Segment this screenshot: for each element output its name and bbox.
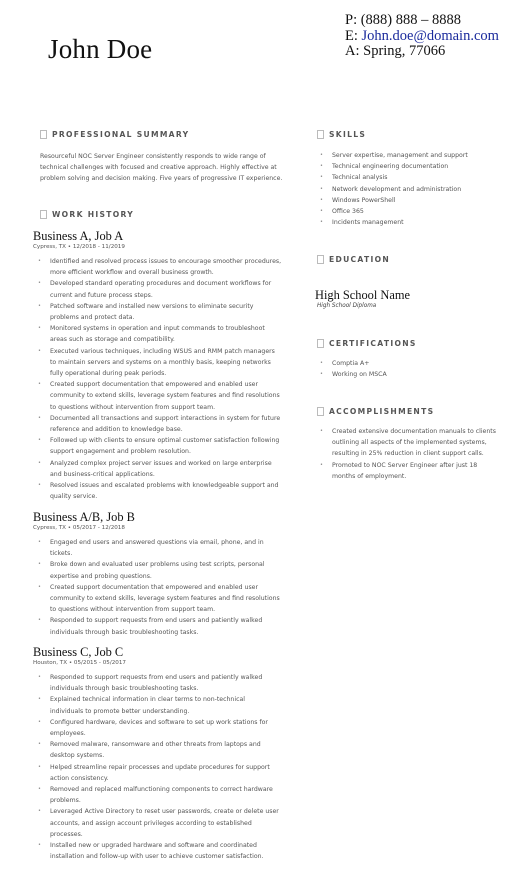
bullet-line: Created extensive documentation manuals to clients bbox=[332, 428, 496, 435]
accomplishments-heading-text: ACCOMPLISHMENTS bbox=[329, 407, 435, 416]
bullet-line: Identified and resolved process issues to encourage smoother procedures, bbox=[50, 258, 282, 265]
bullet-line: Documented all transactions and support interactions in system for future bbox=[50, 414, 281, 422]
list-item: • Office 365 bbox=[315, 206, 500, 217]
bullet-line: Configured hardware, devices and software to set up work stations for bbox=[50, 718, 268, 726]
list-item bbox=[33, 615, 285, 637]
job-bullets bbox=[33, 672, 285, 862]
email-link[interactable]: John.doe@domain.com bbox=[361, 27, 499, 44]
job-entry bbox=[33, 645, 285, 862]
list-item bbox=[33, 537, 285, 559]
list-item: • Technical engineering documentation bbox=[315, 161, 500, 172]
summary-line: Resourceful NOC Server Engineer consistently responds to wide range of bbox=[40, 153, 266, 160]
accomplishments-list bbox=[315, 426, 500, 482]
bullet-line: Responded to support requests from end users and patiently walked bbox=[50, 674, 263, 681]
bullet-line: to maintain servers and systems on a monthly basis, keeping networks bbox=[50, 358, 271, 366]
summary-line: problem solving and decision making. Five years of progressive IT experience. bbox=[40, 175, 283, 182]
list-item bbox=[33, 559, 285, 581]
bullet-line: Installed new or upgraded hardware and software and coordinated bbox=[50, 842, 257, 850]
bullet-line: expertise and probing questions. bbox=[50, 572, 152, 580]
bullet-line: Removed and replaced malfunctioning components to correct hardware bbox=[50, 786, 273, 794]
bullet-line: Responded to support requests from end users and patiently walked bbox=[50, 617, 263, 625]
summary-heading bbox=[40, 130, 189, 139]
job-entry bbox=[33, 229, 285, 502]
work-history-heading bbox=[40, 210, 134, 219]
list-item bbox=[33, 480, 285, 502]
email-prefix: E: bbox=[345, 27, 362, 44]
bullet-line: installation and follow-up with user to achieve customer satisfaction. bbox=[50, 853, 264, 861]
skills-list bbox=[315, 150, 500, 228]
bullet-line: Broke down and evaluated user problems using test scripts, personal bbox=[50, 561, 265, 569]
candidate-name: John Doe bbox=[48, 34, 153, 64]
list-item bbox=[33, 278, 285, 300]
bullet-line: to questions without intervention from support team. bbox=[50, 403, 216, 411]
bullet-line: desktop systems. bbox=[50, 752, 105, 760]
section-marker-icon bbox=[317, 339, 324, 348]
accomplishments-heading bbox=[317, 407, 434, 416]
bullet-line: individuals through basic troubleshooting tasks. bbox=[50, 685, 199, 693]
job-title: Business C, Job C bbox=[33, 645, 124, 659]
address-text: A: Spring, 77066 bbox=[345, 43, 446, 59]
list-item: • Comptia A+ bbox=[315, 358, 500, 369]
section-marker-icon bbox=[317, 255, 324, 264]
list-item bbox=[33, 762, 285, 784]
bullet-line: action consistency. bbox=[50, 774, 109, 782]
list-item bbox=[33, 346, 285, 380]
bullet-line: Developed standard operating procedures and document workflows for bbox=[50, 280, 272, 288]
school-name: High School Name bbox=[315, 288, 410, 302]
list-item: • Network development and administration bbox=[315, 184, 500, 195]
bullet-line: reference and addition to knowledge base. bbox=[50, 426, 183, 434]
skills-heading-text: SKILLS bbox=[329, 130, 367, 139]
job-bullets bbox=[33, 537, 285, 638]
bullet-line: outlining all aspects of the implemented systems, bbox=[332, 439, 487, 447]
list-item bbox=[33, 840, 285, 862]
bullet-line: quality service. bbox=[50, 493, 98, 501]
bullet-line: problems and protect data. bbox=[50, 314, 135, 322]
certifications-heading bbox=[317, 339, 417, 348]
contact-block bbox=[345, 13, 499, 60]
education-heading bbox=[317, 255, 390, 264]
bullet-line: Followed up with clients to ensure optimal customer satisfaction following bbox=[50, 437, 280, 445]
list-item bbox=[315, 426, 500, 460]
list-item bbox=[33, 784, 285, 806]
list-item bbox=[33, 301, 285, 323]
bullet-line: more efficient workflow and overall business growth. bbox=[50, 269, 214, 277]
list-item bbox=[33, 323, 285, 345]
list-item bbox=[315, 460, 500, 482]
certifications-heading-text: CERTIFICATIONS bbox=[329, 339, 417, 348]
bullet-line: Explained technical information in clear terms to non-technical bbox=[50, 696, 245, 704]
section-marker-icon bbox=[317, 407, 324, 416]
list-item bbox=[33, 806, 285, 840]
bullet-line: Helped streamline repair processes and update procedures for support bbox=[50, 763, 270, 771]
job-meta: Cypress, TX • 12/2018 - 11/2019 bbox=[33, 244, 125, 250]
job-meta: Houston, TX • 05/2015 - 05/2017 bbox=[33, 660, 126, 666]
work-heading-text: WORK HISTORY bbox=[52, 210, 135, 219]
bullet-line: and business-critical applications. bbox=[50, 470, 155, 478]
certifications-list bbox=[315, 358, 500, 380]
list-item: • Working on MSCA bbox=[315, 369, 500, 380]
summary-paragraph bbox=[40, 151, 300, 184]
degree-name: High School Diploma bbox=[317, 303, 377, 309]
bullet-line: Leveraged Active Directory to reset user passwords, create or delete user bbox=[50, 808, 279, 816]
bullet-line: support engagement and problem resolution. bbox=[50, 448, 191, 456]
list-item bbox=[33, 694, 285, 716]
phone-text: P: (888) 888 – 8888 bbox=[345, 12, 461, 28]
bullet-line: community to extend skills, leverage system features and find resolutions bbox=[50, 392, 280, 400]
bullet-line: to questions without intervention from support team. bbox=[50, 606, 216, 614]
bullet-line: individuals to promote better understanding. bbox=[50, 707, 190, 715]
list-item bbox=[33, 435, 285, 457]
bullet-line: tickets. bbox=[50, 550, 73, 558]
bullet-line: Executed various techniques, including WSUS and RMM patch managers bbox=[50, 347, 275, 355]
bullet-line: Patched software and installed new versions to eliminate security bbox=[50, 302, 254, 310]
section-marker-icon bbox=[40, 210, 47, 219]
bullet-line: community to extend skills, leverage system features and find resolutions bbox=[50, 595, 280, 603]
job-bullets bbox=[33, 256, 285, 502]
bullet-line: Resolved issues and escalated problems with knowledgeable support and bbox=[50, 482, 279, 490]
list-item: • Incidents management bbox=[315, 217, 500, 228]
summary-line: technical challenges with focused and creative approach. Highly effective at bbox=[40, 164, 277, 171]
email-line bbox=[345, 29, 499, 45]
list-item: • Windows PowerShell bbox=[315, 195, 500, 206]
job-entry bbox=[33, 510, 285, 638]
bullet-line: Analyzed complex project server issues and worked on large enterprise bbox=[50, 459, 272, 467]
bullet-line: resulting in 25% reduction in client support calls. bbox=[332, 450, 484, 458]
bullet-line: employees. bbox=[50, 730, 86, 738]
summary-heading-text: PROFESSIONAL SUMMARY bbox=[52, 130, 190, 139]
list-item bbox=[33, 717, 285, 739]
bullet-line: Created support documentation that empowered and enabled user bbox=[50, 381, 259, 389]
bullet-line: fully operational during peak periods. bbox=[50, 370, 167, 378]
job-title: Business A, Job A bbox=[33, 229, 124, 243]
list-item bbox=[33, 256, 285, 278]
list-item bbox=[33, 672, 285, 694]
bullet-line: Promoted to NOC Server Engineer after just 18 bbox=[332, 461, 478, 469]
job-title: Business A/B, Job B bbox=[33, 510, 135, 524]
list-item bbox=[33, 458, 285, 480]
list-item bbox=[33, 582, 285, 616]
bullet-line: Engaged end users and answered questions via email, phone, and in bbox=[50, 539, 264, 546]
bullet-line: individuals through basic troubleshooting tasks. bbox=[50, 628, 199, 636]
list-item bbox=[33, 739, 285, 761]
section-marker-icon bbox=[40, 130, 47, 139]
list-item bbox=[33, 413, 285, 435]
bullet-line: current and future process steps. bbox=[50, 291, 153, 299]
bullet-line: problems. bbox=[50, 797, 81, 805]
bullet-line: Created support documentation that empowered and enabled user bbox=[50, 583, 259, 591]
bullet-line: areas such as storage and compatibility. bbox=[50, 336, 175, 344]
list-item: • Technical analysis bbox=[315, 172, 500, 183]
bullet-line: accounts, and assign account privileges according to established bbox=[50, 819, 252, 827]
section-marker-icon bbox=[317, 130, 324, 139]
list-item bbox=[33, 379, 285, 413]
skills-heading bbox=[317, 130, 366, 139]
bullet-line: Monitored systems in operation and input commands to troubleshoot bbox=[50, 325, 265, 333]
bullet-line: Removed malware, ransomware and other threats from laptops and bbox=[50, 741, 261, 749]
list-item: • Server expertise, management and support bbox=[315, 150, 500, 161]
education-heading-text: EDUCATION bbox=[329, 255, 391, 264]
bullet-line: processes. bbox=[50, 830, 83, 838]
job-meta: Cypress, TX • 05/2017 - 12/2018 bbox=[33, 525, 125, 531]
bullet-line: months of employment. bbox=[332, 472, 407, 480]
